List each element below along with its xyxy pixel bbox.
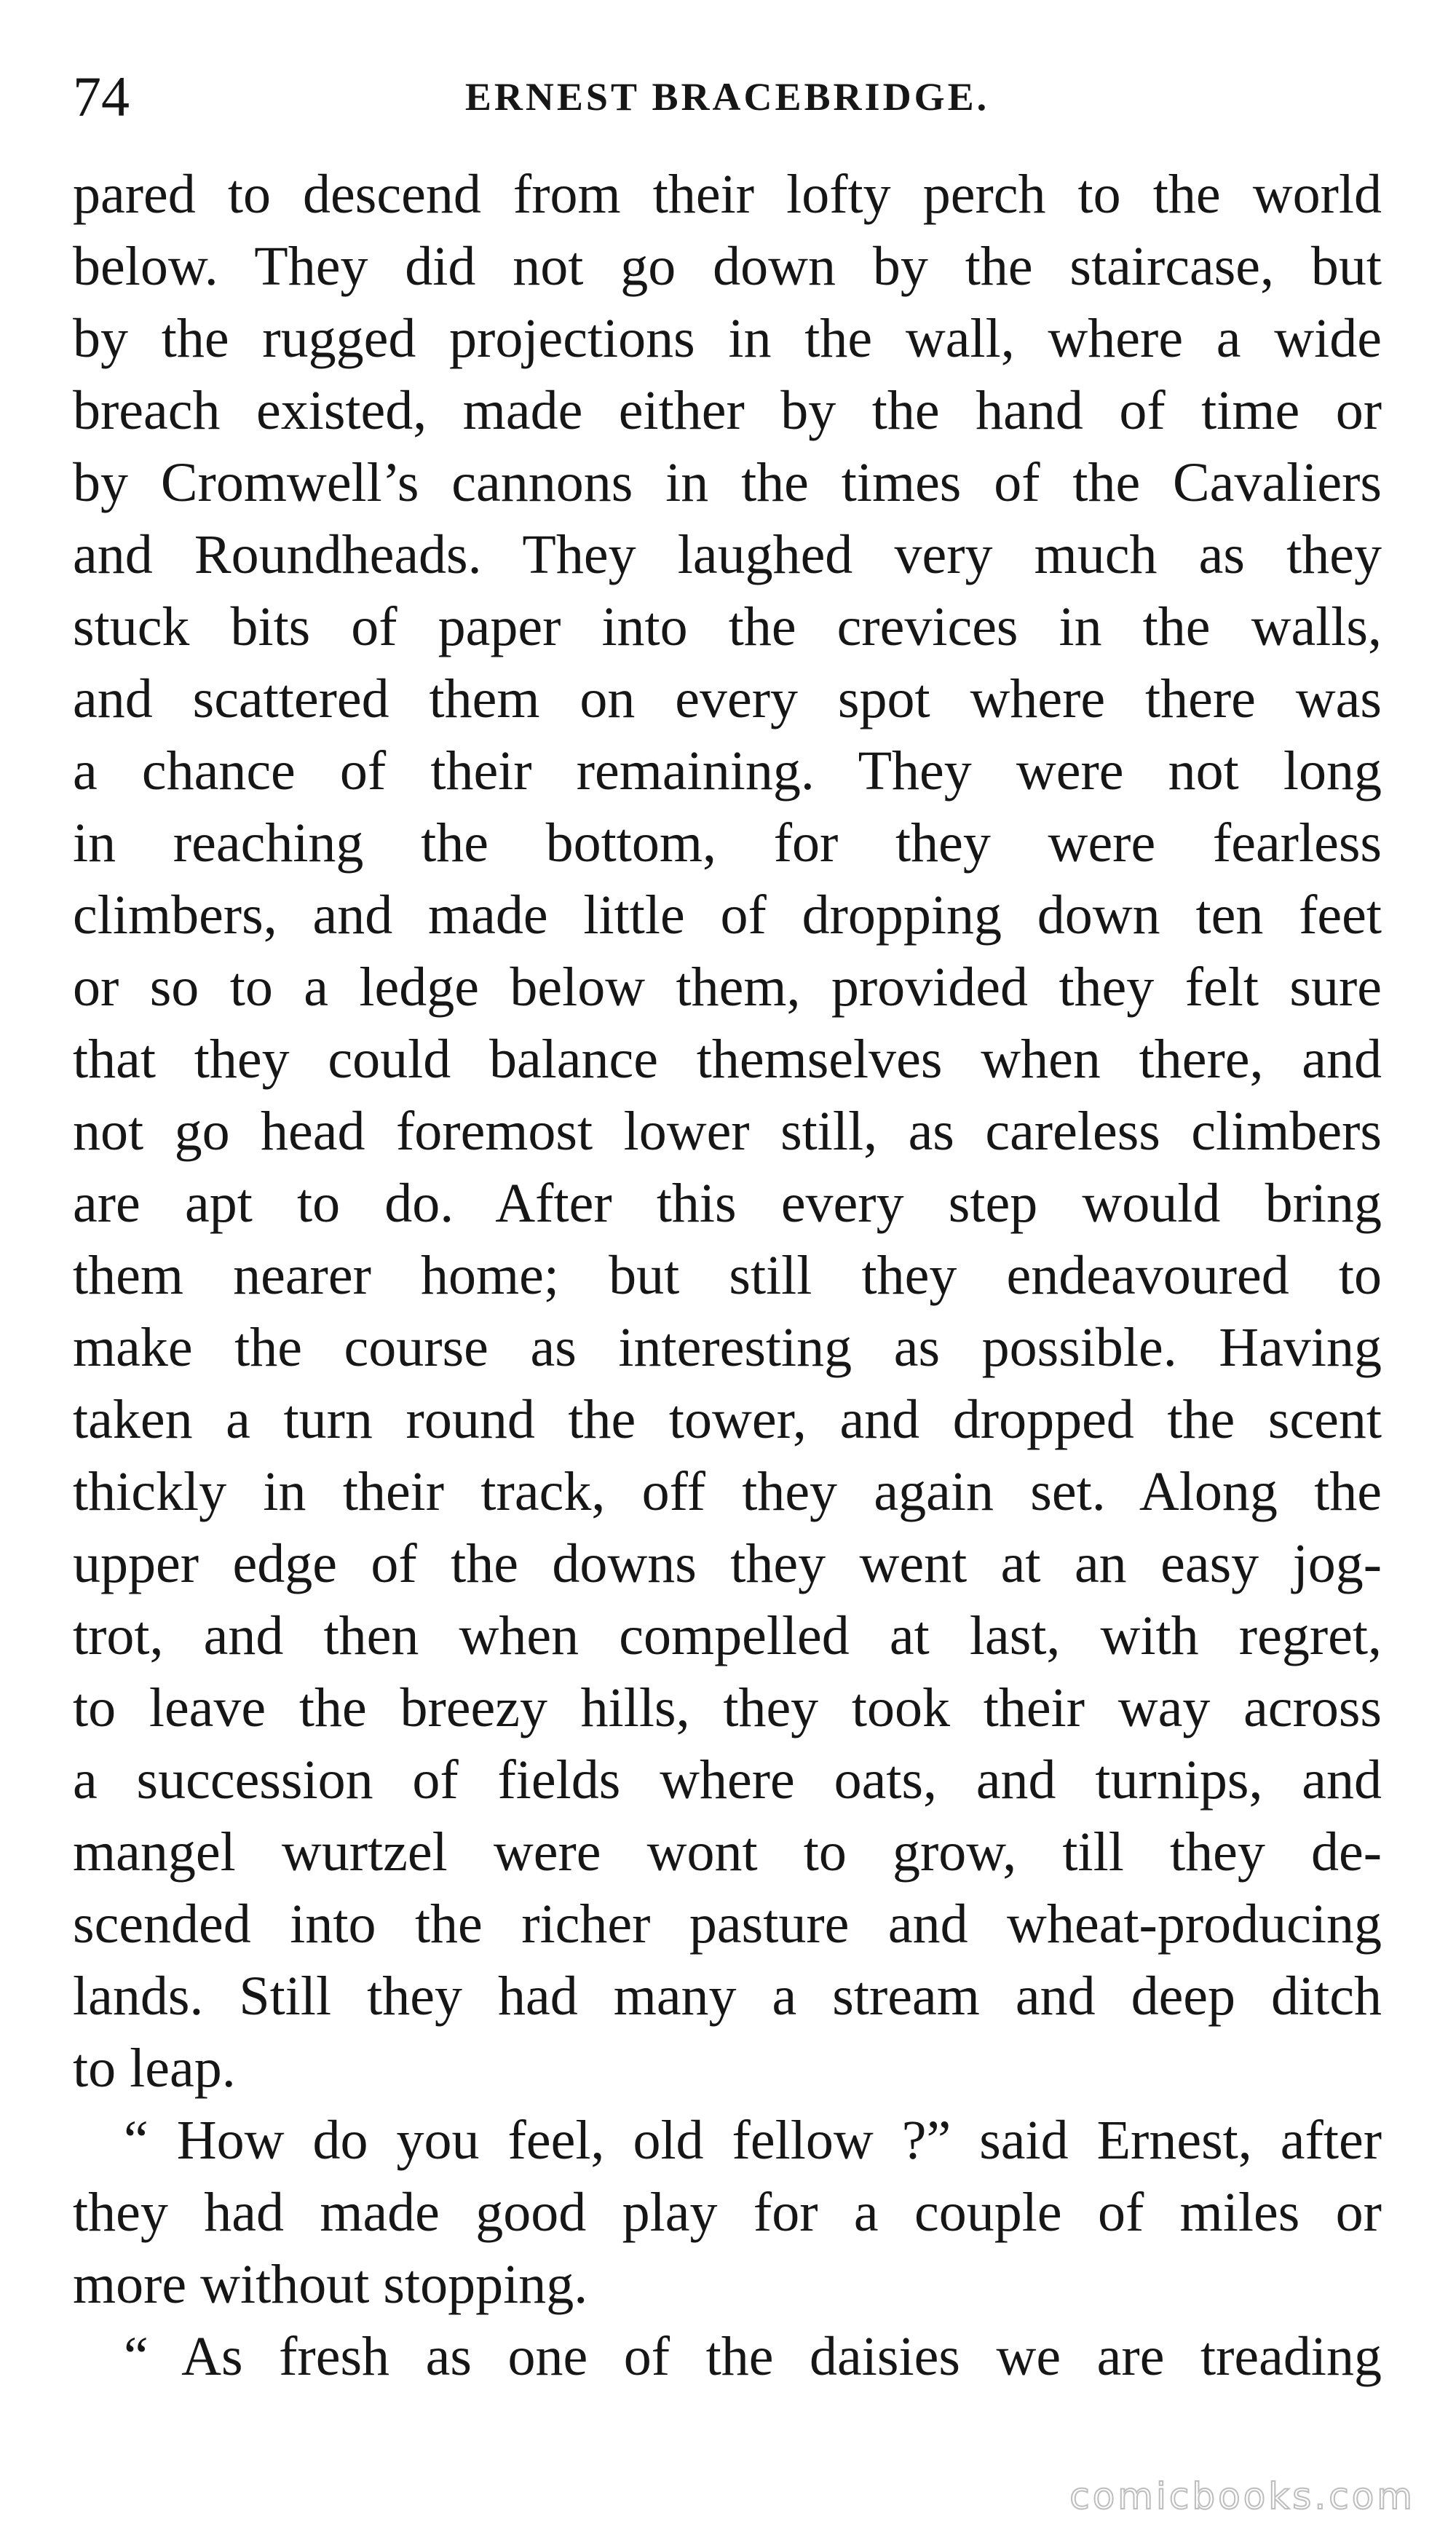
text-line: and scattered them on every spot where there was [73, 668, 1382, 729]
text-line: stuck bits of paper into the crevices in the walls, [73, 596, 1382, 657]
text-line: to leave the breezy hills, they took their way across [73, 1677, 1382, 1738]
text-line: below. They did not go down by the staircase, but [73, 236, 1382, 297]
text-line: and Roundheads. They laughed very much as they [73, 524, 1382, 585]
running-head: ERNEST BRACEBRIDGE. [464, 75, 990, 119]
text-line-paragraph-end: more without stopping. [73, 2254, 588, 2315]
text-line: not go head foremost lower still, as careless climbers [73, 1101, 1382, 1162]
text-line: lands. Still they had many a stream and deep ditch [73, 1966, 1382, 2027]
page-number: 74 [73, 65, 130, 128]
text-line: they had made good play for a couple of miles or [73, 2182, 1382, 2243]
text-line: mangel wurtzel were wont to grow, till they de- [73, 1821, 1382, 1883]
watermark: comicbooks.com [1069, 2475, 1415, 2517]
text-line: a succession of fields where oats, and turnips, and [73, 1749, 1382, 1811]
text-line: climbers, and made little of dropping down ten feet [73, 885, 1382, 946]
text-line: scended into the richer pasture and wheat-producing [73, 1894, 1382, 1955]
text-line: thickly in their track, off they again set. Along the [73, 1461, 1382, 1522]
text-line-paragraph-start: “ As fresh as one of the daisies we are treading [124, 2326, 1382, 2387]
text-line: make the course as interesting as possible. Having [73, 1317, 1382, 1378]
text-line-paragraph-end: to leap. [73, 2038, 236, 2099]
text-line: pared to descend from their lofty perch to the world [73, 164, 1382, 225]
text-line: by Cromwell’s cannons in the times of the Cavaliers [73, 452, 1382, 513]
page-header [73, 57, 1382, 137]
text-line-paragraph-start: “ How do you feel, old fellow ?” said Ernest, after [124, 2110, 1382, 2171]
text-line: upper edge of the downs they went at an easy jog- [73, 1533, 1382, 1594]
text-line: taken a turn round the tower, and dropped the scent [73, 1389, 1382, 1450]
text-line: breach existed, made either by the hand of time or [73, 380, 1382, 441]
text-line: trot, and then when compelled at last, with regret, [73, 1605, 1382, 1666]
text-line: them nearer home; but still they endeavoured to [73, 1245, 1382, 1306]
text-line: a chance of their remaining. They were not long [73, 740, 1382, 802]
text-line: by the rugged projections in the wall, where a wide [73, 308, 1382, 369]
body-text [73, 159, 1382, 2393]
text-line: that they could balance themselves when there, and [73, 1029, 1382, 1090]
text-line: are apt to do. After this every step would bring [73, 1173, 1382, 1234]
text-line: in reaching the bottom, for they were fearless [73, 812, 1382, 874]
text-line: or so to a ledge below them, provided they felt sure [73, 957, 1382, 1018]
